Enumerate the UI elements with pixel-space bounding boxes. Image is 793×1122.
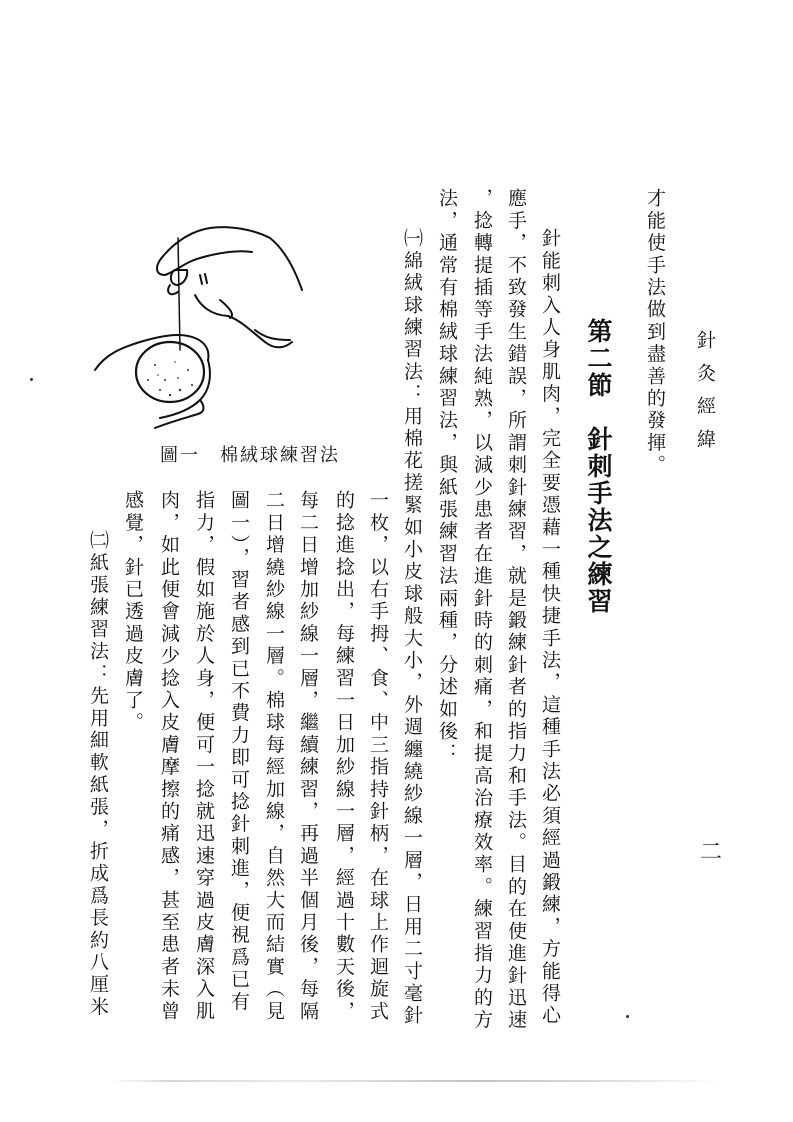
- page-number: 二: [700, 840, 723, 865]
- text-column-9: 的捻進捻出，每練習一日加紗線一層，經過十數天後，: [333, 490, 355, 1023]
- text-column-1: 才能使手法做到盡善的發揮。: [644, 188, 666, 477]
- text-column-15: 感覺，針已透過皮膚了。: [122, 490, 144, 735]
- hand-needle-cotton-ball-illustration: [60, 190, 360, 430]
- scan-speck: [626, 1015, 629, 1018]
- text-column-13: 指力，假如施於人身，便可一捻就迅速穿過皮膚深入肌: [193, 490, 215, 1023]
- text-column-12: 圖一），習者感到已不費力即可捻針刺進，便視爲已有: [228, 490, 250, 1014]
- text-column-6: 法，通常有棉絨球練習法，與紙張練習法兩種，分述如後：: [436, 188, 458, 766]
- figure-caption: 圖一 棉絨球練習法: [160, 445, 340, 466]
- running-head: 針灸經緯: [694, 330, 716, 462]
- text-column-14: 肉，如此便會減少捻入皮膚摩擦的痛感，甚至患者未曾: [158, 490, 180, 1023]
- text-column-16: ㈡紙張練習法：先用細軟紙張，折成爲長約八厘米: [87, 530, 109, 1019]
- scan-speck: [30, 378, 33, 381]
- scan-edge-line: [110, 1080, 720, 1082]
- text-column-10: 每二日增加紗線一層，繼續練習，再過半個月後，每隔: [297, 490, 319, 1023]
- text-column-3: 針能刺入人身肌肉，完全要憑藉一種快捷手法，這種手法必須經過鍛練，方能得心: [539, 228, 561, 1028]
- section-heading: 第二節 針刺手法之練習: [584, 318, 613, 615]
- text-column-4: 應手，不致發生錯誤，所謂刺針練習，就是鍛練針者的指力和手法。目的在使進針迅速: [505, 188, 527, 1032]
- text-column-11: 二日增繞紗線一層。棉球每經加線，自然大而結實（見: [263, 490, 285, 1023]
- text-column-8: 一枚，以右手拇、食、中三指持針柄，在球上作迴旋式: [367, 490, 389, 1023]
- text-column-5: ，捻轉提插等手法純熟，以減少患者在進針時的刺痛，和提高治療效率。練習指力的方: [471, 188, 493, 1032]
- text-column-7: ㈠綿絨球練習法：用棉花搓緊如小皮球般大小，外週纏繞紗線一層，日用二寸毫針: [401, 228, 423, 1028]
